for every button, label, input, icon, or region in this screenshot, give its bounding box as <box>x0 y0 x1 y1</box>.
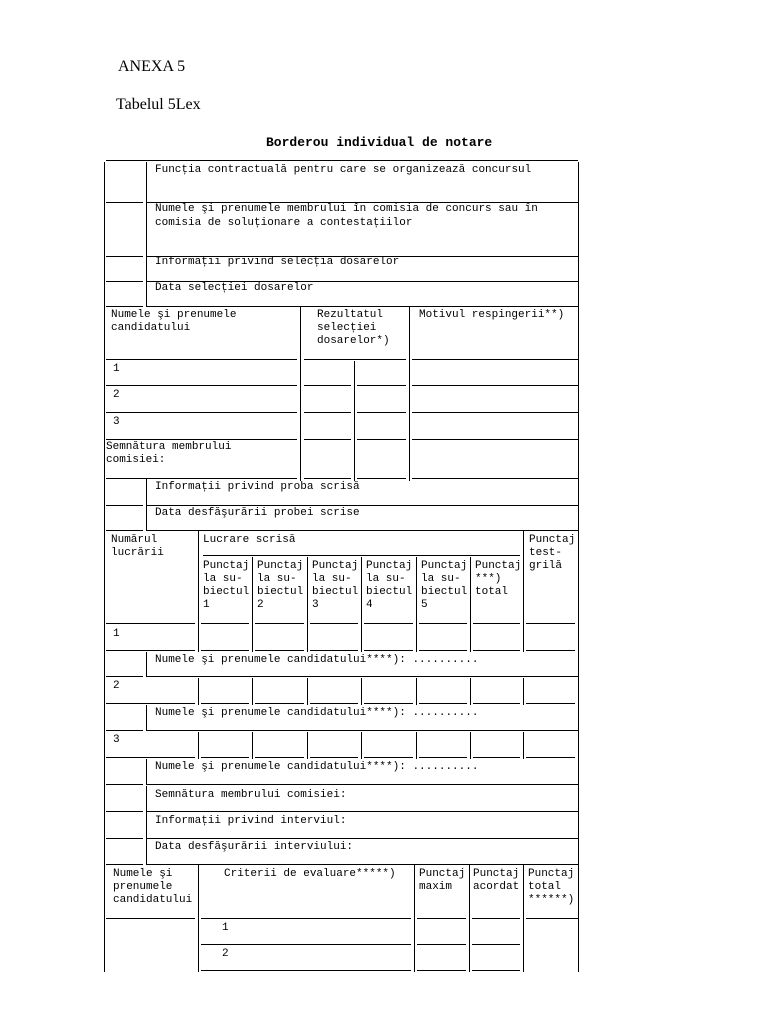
column-line <box>409 361 410 387</box>
rule-line <box>106 412 297 413</box>
rule-line <box>473 623 520 624</box>
table-label: Tabelul 5Lex <box>116 96 201 113</box>
rule-line <box>146 811 578 812</box>
rule-line <box>472 944 520 945</box>
rule-line <box>146 730 578 731</box>
column-line <box>416 557 417 626</box>
rule-line <box>364 650 413 651</box>
rule-line <box>201 918 411 919</box>
written-header-grid: Punctaj <box>529 534 576 546</box>
rule-line <box>106 306 143 307</box>
rule-line <box>106 811 143 812</box>
column-line <box>578 479 579 507</box>
column-line <box>523 864 524 920</box>
column-line <box>409 441 410 481</box>
interview-header-max: Punctaj <box>419 868 466 880</box>
column-line <box>104 920 105 946</box>
column-line <box>578 414 579 441</box>
written-header-subject: 1 <box>203 599 210 611</box>
rule-line <box>304 412 351 413</box>
rule-line <box>106 676 143 677</box>
written-info-label: Informații privind proba scrisă <box>155 481 360 493</box>
column-line <box>578 202 579 258</box>
rule-line <box>201 623 249 624</box>
written-header-grid: grilă <box>529 560 563 572</box>
column-line <box>104 441 105 481</box>
column-line <box>578 811 579 840</box>
column-line <box>104 652 105 678</box>
interview-header-name: Numele şi <box>113 868 173 880</box>
annex-label: ANEXA 5 <box>118 58 186 75</box>
rule-line <box>417 944 466 945</box>
rule-line <box>419 703 467 704</box>
rule-line <box>255 650 304 651</box>
interview-header-total: ******) <box>528 894 575 906</box>
member-name-label: Numele şi prenumele membrului în comisia de concurs sau în <box>155 203 538 215</box>
column-line <box>578 387 579 414</box>
rule-line <box>419 623 467 624</box>
rule-line <box>146 784 578 785</box>
written-header-subject: biectul <box>203 586 250 598</box>
rule-line <box>201 970 411 971</box>
column-line <box>198 732 199 759</box>
rule-line <box>146 306 578 307</box>
column-line <box>578 946 579 972</box>
interview-info-label: Informații privind interviul: <box>155 815 347 827</box>
column-line <box>414 920 415 946</box>
rule-line <box>106 281 143 282</box>
written-row-number: 3 <box>113 734 120 746</box>
rule-line <box>106 623 195 624</box>
selection-header-result: selecției <box>317 322 377 334</box>
column-line <box>578 306 579 361</box>
rule-line <box>106 439 297 440</box>
rule-line <box>357 385 406 386</box>
selection-row-number: 3 <box>113 416 120 428</box>
rule-line <box>364 757 413 758</box>
rule-line <box>357 439 406 440</box>
column-line <box>146 652 147 676</box>
column-line <box>470 732 471 759</box>
column-line <box>198 920 199 946</box>
column-line <box>104 626 105 652</box>
written-header-subject: la su- <box>421 573 461 585</box>
document-title: Borderou individual de notare <box>266 135 493 150</box>
member-signature-label: Semnătura membrului comisiei: <box>155 789 347 801</box>
selection-row-number: 2 <box>113 389 120 401</box>
written-header-total: ***) <box>475 573 502 585</box>
column-line <box>146 838 147 864</box>
written-header-subject: Punctaj <box>203 560 250 572</box>
interview-header-name: candidatului <box>113 894 193 906</box>
rule-line <box>310 650 358 651</box>
written-header-subject: la su- <box>203 573 243 585</box>
column-line <box>146 705 147 730</box>
rule-line <box>146 505 578 506</box>
rule-line <box>106 478 297 479</box>
written-header-subject: 2 <box>257 599 264 611</box>
column-line <box>578 281 579 308</box>
column-line <box>578 256 579 283</box>
written-header-subject: la su- <box>257 573 297 585</box>
interview-header-given: Punctaj <box>473 868 520 880</box>
column-line <box>300 414 301 441</box>
selection-header-reason: Motivul respingerii**) <box>419 309 565 321</box>
rule-line <box>419 757 467 758</box>
written-header-subject: biectul <box>421 586 468 598</box>
rule-line <box>106 202 143 203</box>
column-line <box>104 361 105 387</box>
column-line <box>104 732 105 759</box>
rule-line <box>364 623 413 624</box>
file-selection-date-label: Data selecției dosarelor <box>155 282 314 294</box>
written-header-subject: biectul <box>366 586 413 598</box>
column-line <box>578 361 579 387</box>
column-line <box>470 678 471 705</box>
written-header-grid: test- <box>529 547 563 559</box>
column-line <box>104 306 105 361</box>
rule-line <box>310 623 358 624</box>
rule-line <box>412 478 578 479</box>
column-line <box>470 626 471 652</box>
column-line <box>104 811 105 840</box>
interview-header-name: prenumele <box>113 881 173 893</box>
rule-line <box>106 838 143 839</box>
interview-header-total: total <box>528 881 562 893</box>
member-name-label: comisia de soluționare a contestațiilor <box>155 217 413 229</box>
rule-line <box>417 918 466 919</box>
selection-signature-label: comisiei: <box>106 454 166 466</box>
rule-line <box>310 757 358 758</box>
column-line <box>578 441 579 481</box>
column-line <box>146 811 147 838</box>
candidate-name-label: Numele şi prenumele candidatului****): .......... <box>155 654 479 666</box>
rule-line <box>526 757 575 758</box>
column-line <box>146 256 147 281</box>
column-line <box>104 479 105 507</box>
candidate-name-label: Numele şi prenumele candidatului****): .......... <box>155 761 479 773</box>
rule-line <box>357 478 406 479</box>
rule-line <box>106 505 143 506</box>
rule-line <box>412 412 578 413</box>
column-line <box>104 786 105 813</box>
rule-line <box>255 623 304 624</box>
rule-line <box>526 623 575 624</box>
column-line <box>146 162 147 202</box>
rule-line <box>106 530 143 531</box>
column-line <box>104 202 105 258</box>
column-line <box>354 361 355 387</box>
rule-line <box>419 650 467 651</box>
written-row-number: 2 <box>113 680 120 692</box>
function-label: Funcția contractuală pentru care se organizează concursul <box>155 164 532 176</box>
written-row-number: 1 <box>113 628 120 640</box>
column-line <box>469 864 470 920</box>
column-line <box>416 626 417 652</box>
written-header-subject: Punctaj <box>421 560 468 572</box>
column-line <box>578 505 579 532</box>
column-line <box>307 732 308 759</box>
rule-line <box>412 385 578 386</box>
column-line <box>307 626 308 652</box>
column-line <box>198 864 199 920</box>
rule-line <box>106 256 143 257</box>
column-line <box>409 387 410 414</box>
rule-line <box>473 650 520 651</box>
selection-header-result: dosarelor*) <box>317 335 390 347</box>
interview-row-number: 1 <box>222 922 229 934</box>
column-line <box>578 626 579 652</box>
column-line <box>252 557 253 626</box>
interview-row-number: 2 <box>222 948 229 960</box>
rule-line <box>304 439 351 440</box>
column-line <box>198 626 199 652</box>
candidate-name-label: Numele şi prenumele candidatului****): .......... <box>155 707 479 719</box>
column-line <box>409 306 410 361</box>
rule-line <box>526 650 575 651</box>
column-line <box>104 838 105 866</box>
file-selection-info-label: Informații privind selecția dosarelor <box>155 256 400 268</box>
written-date-label: Data desfăşurării probei scrise <box>155 507 360 519</box>
column-line <box>307 678 308 705</box>
column-line <box>104 281 105 308</box>
column-line <box>414 946 415 972</box>
rule-line <box>146 838 578 839</box>
column-line <box>146 202 147 256</box>
rule-line <box>106 359 297 360</box>
column-line <box>361 678 362 705</box>
column-line <box>307 557 308 626</box>
column-line <box>416 678 417 705</box>
column-line <box>252 626 253 652</box>
column-line <box>146 786 147 811</box>
column-line <box>578 920 579 946</box>
written-header-subject: 5 <box>421 599 428 611</box>
column-line <box>300 441 301 481</box>
rule-line <box>310 703 358 704</box>
interview-header-total: Punctaj <box>528 868 575 880</box>
column-line <box>146 479 147 505</box>
column-line <box>198 530 199 626</box>
column-line <box>414 864 415 920</box>
rule-line <box>526 703 575 704</box>
column-line <box>523 946 524 972</box>
rule-line <box>146 864 578 865</box>
column-line <box>104 256 105 283</box>
rule-line <box>201 757 249 758</box>
column-line <box>252 732 253 759</box>
interview-date-label: Data desfăşurării interviului: <box>155 841 354 853</box>
column-line <box>104 759 105 786</box>
column-line <box>104 678 105 705</box>
rule-line <box>412 439 578 440</box>
column-line <box>146 759 147 784</box>
rule-line <box>201 650 249 651</box>
written-header-subject: Punctaj <box>312 560 359 572</box>
rule-line <box>106 730 143 731</box>
column-line <box>578 786 579 813</box>
rule-line <box>473 703 520 704</box>
rule-line <box>106 650 195 651</box>
written-header-number: lucrării <box>111 547 164 559</box>
column-line <box>469 920 470 946</box>
rule-line <box>106 918 195 919</box>
rule-line <box>146 676 578 677</box>
interview-header-given: acordat <box>473 881 520 893</box>
column-line <box>198 678 199 705</box>
written-header-subject: 4 <box>366 599 373 611</box>
column-line <box>300 361 301 387</box>
column-line <box>354 441 355 481</box>
column-line <box>300 306 301 361</box>
column-line <box>578 678 579 705</box>
written-header-number: Numărul <box>111 534 158 546</box>
column-line <box>523 920 524 946</box>
written-header-total: Punctaj <box>475 560 522 572</box>
interview-header-max: maxim <box>419 881 453 893</box>
rule-line <box>106 784 143 785</box>
rule-line <box>106 864 143 865</box>
column-line <box>409 414 410 441</box>
column-line <box>361 557 362 626</box>
column-line <box>198 946 199 972</box>
column-line <box>578 705 579 732</box>
rule-line <box>146 530 578 531</box>
column-line <box>354 414 355 441</box>
written-header-total: total <box>475 586 509 598</box>
interview-header-criteria: Criterii de evaluare*****) <box>224 868 396 880</box>
written-header-subject: Punctaj <box>366 560 413 572</box>
column-line <box>523 732 524 759</box>
column-line <box>416 732 417 759</box>
rule-line <box>201 703 249 704</box>
column-line <box>146 505 147 530</box>
column-line <box>361 732 362 759</box>
selection-row-number: 1 <box>113 363 120 375</box>
selection-header-name: candidatului <box>111 322 191 334</box>
rule-line <box>304 478 351 479</box>
rule-line <box>304 385 351 386</box>
column-line <box>523 678 524 705</box>
rule-line <box>304 359 406 360</box>
rule-line <box>472 918 520 919</box>
column-line <box>104 530 105 626</box>
rule-line <box>106 757 195 758</box>
column-line <box>578 759 579 786</box>
column-line <box>104 414 105 441</box>
column-line <box>578 530 579 626</box>
rule-line <box>417 970 466 971</box>
written-header-subject: 3 <box>312 599 319 611</box>
column-line <box>104 946 105 972</box>
column-line <box>578 864 579 920</box>
selection-header-result: Rezultatul <box>317 309 384 321</box>
column-line <box>354 387 355 414</box>
column-line <box>470 557 471 626</box>
written-header-subject: la su- <box>312 573 352 585</box>
rule-line <box>255 757 304 758</box>
rule-line <box>364 703 413 704</box>
column-line <box>523 626 524 652</box>
rule-line <box>255 703 304 704</box>
column-line <box>469 946 470 972</box>
written-header-subject: biectul <box>312 586 359 598</box>
rule-line <box>526 918 578 919</box>
written-header-subject: la su- <box>366 573 406 585</box>
column-line <box>104 387 105 414</box>
written-header-subject: biectul <box>257 586 304 598</box>
rule-line <box>203 555 520 556</box>
written-header-subject: Punctaj <box>257 560 304 572</box>
rule-line <box>412 359 578 360</box>
column-line <box>104 705 105 732</box>
column-line <box>252 678 253 705</box>
column-line <box>300 387 301 414</box>
rule-line <box>357 412 406 413</box>
column-line <box>578 838 579 866</box>
column-line <box>578 652 579 678</box>
rule-line <box>201 944 411 945</box>
selection-header-name: Numele şi prenumele <box>111 309 237 321</box>
rule-line <box>472 970 520 971</box>
column-line <box>104 505 105 532</box>
column-line <box>361 626 362 652</box>
column-line <box>523 530 524 626</box>
rule-line <box>473 757 520 758</box>
column-line <box>104 864 105 920</box>
selection-signature-label: Semnătura membrului <box>106 441 232 453</box>
column-line <box>146 281 147 306</box>
written-header-work: Lucrare scrisă <box>203 534 296 546</box>
column-line <box>578 732 579 759</box>
rule-line <box>106 385 297 386</box>
rule-line <box>106 703 195 704</box>
rule-line <box>106 160 578 161</box>
